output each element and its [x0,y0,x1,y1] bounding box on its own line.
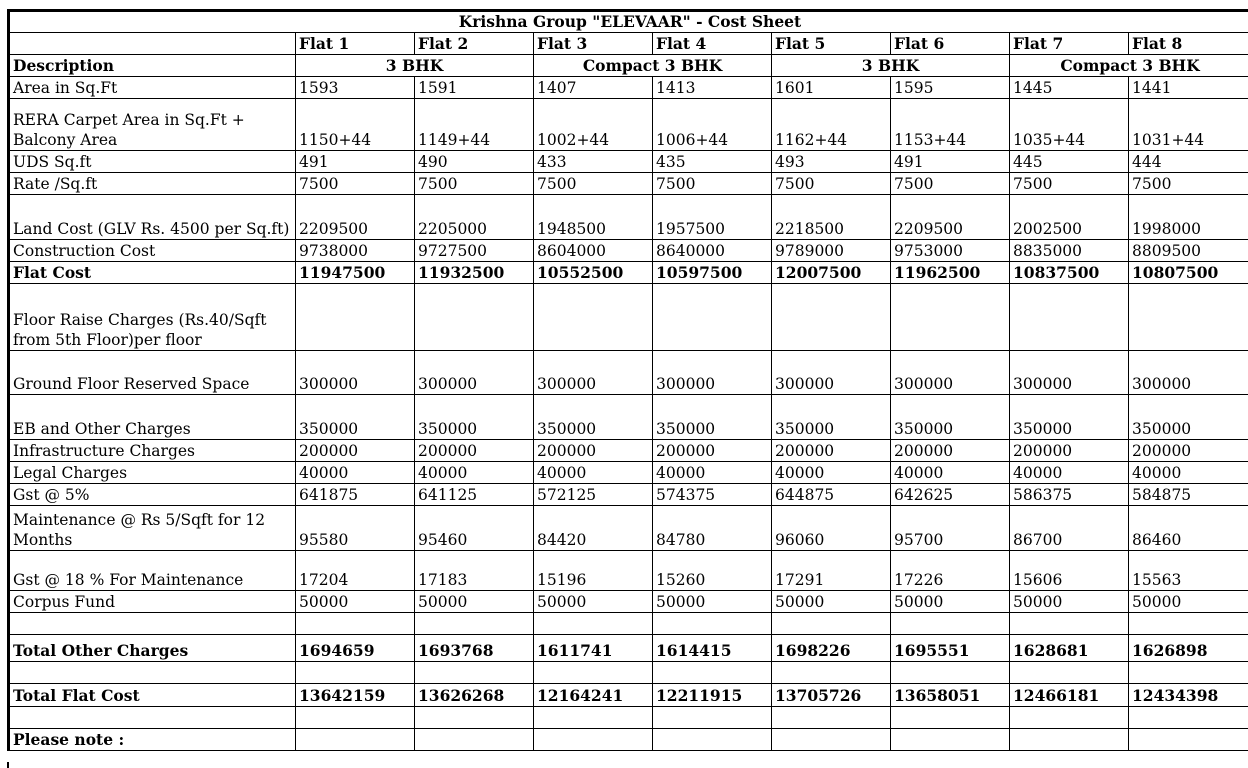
cell-value [653,707,772,729]
cell-value: 200000 [296,440,415,462]
cell-value [891,729,1010,751]
cell-value [296,613,415,635]
cell-value: 350000 [1129,395,1248,440]
cell-value: 50000 [415,591,534,613]
cell-value: 10837500 [1010,262,1129,284]
cell-value: 1593 [296,77,415,99]
cell-value: 200000 [1129,440,1248,462]
cell-value [296,707,415,729]
cell-value: 15606 [1010,551,1129,591]
cell-value: 7500 [296,173,415,195]
cell-value: 1162+44 [772,99,891,151]
cell-value [534,729,653,751]
flat-header: Flat 4 [653,33,772,55]
cell-value: 1698226 [772,635,891,662]
cell-value: 50000 [772,591,891,613]
cell-value: 86460 [1129,506,1248,551]
table-row [10,484,1248,506]
cell-value [1129,662,1248,684]
cell-value: 300000 [891,351,1010,395]
cell-value: 40000 [534,462,653,484]
sheet-title: Krishna Group "ELEVAAR" - Cost Sheet [10,12,1248,33]
row-label: Maintenance @ Rs 5/Sqft for 12 Months [10,506,296,551]
cell-value: 445 [1010,151,1129,173]
flat-type-header: 3 BHK [296,55,534,77]
cell-value: 350000 [772,395,891,440]
cell-value: 300000 [534,351,653,395]
cell-value [415,707,534,729]
cell-value: 12164241 [534,684,653,707]
cell-value: 40000 [1010,462,1129,484]
cell-value: 300000 [772,351,891,395]
table-row [10,395,1248,440]
cell-value: 2218500 [772,195,891,240]
cell-value [534,662,653,684]
cell-value: 2002500 [1010,195,1129,240]
cell-value: 1948500 [534,195,653,240]
cell-value: 10597500 [653,262,772,284]
cell-value: 50000 [891,591,1010,613]
cell-value: 350000 [296,395,415,440]
table-row [10,173,1248,195]
cell-value: 10552500 [534,262,653,284]
cell-value: 9789000 [772,240,891,262]
cell-value [534,284,653,351]
cell-value: 15563 [1129,551,1248,591]
cell-value: 2209500 [296,195,415,240]
cell-value: 50000 [296,591,415,613]
cell-value [415,662,534,684]
row-label: Land Cost (GLV Rs. 4500 per Sq.ft) [10,195,296,240]
cell-value: 491 [891,151,1010,173]
cell-value: 95460 [415,506,534,551]
cell-value: 435 [653,151,772,173]
cell-value: 350000 [534,395,653,440]
cell-value: 350000 [1010,395,1129,440]
table-row [10,262,1248,284]
cell-value: 7500 [1010,173,1129,195]
cell-value: 15260 [653,551,772,591]
table-row [10,99,1248,151]
flat-header: Flat 8 [1129,33,1248,55]
cell-value: 572125 [534,484,653,506]
cell-value: 1413 [653,77,772,99]
row-label: UDS Sq.ft [10,151,296,173]
row-label: Legal Charges [10,462,296,484]
cell-value: 641875 [296,484,415,506]
cell-value: 1006+44 [653,99,772,151]
cell-value [1010,662,1129,684]
cell-value: 1002+44 [534,99,653,151]
cell-value: 86700 [1010,506,1129,551]
cell-value [1129,729,1248,751]
table-row [10,707,1248,729]
cell-value: 50000 [653,591,772,613]
row-label: Flat Cost [10,262,296,284]
row-label: Rate /Sq.ft [10,173,296,195]
row-label: Gst @ 18 % For Maintenance [10,551,296,591]
cell-value [1010,729,1129,751]
table-row [10,77,1248,99]
cell-value: 9738000 [296,240,415,262]
row-label: Total Flat Cost [10,684,296,707]
cell-value: 11932500 [415,262,534,284]
cell-value [772,284,891,351]
row-label: Please note : [10,729,296,751]
cell-value [296,284,415,351]
cell-value: 13705726 [772,684,891,707]
table-row [10,662,1248,684]
cell-value: 641125 [415,484,534,506]
cell-value: 7500 [653,173,772,195]
cell-value [891,662,1010,684]
row-label [10,662,296,684]
cell-value: 1628681 [1010,635,1129,662]
row-label: Area in Sq.Ft [10,77,296,99]
row-label: EB and Other Charges [10,395,296,440]
table-row [10,284,1248,351]
flat-type-header: 3 BHK [772,55,1010,77]
cell-value: 12211915 [653,684,772,707]
cell-value: 200000 [415,440,534,462]
row-label: Floor Raise Charges (Rs.40/Sqft from 5th Floor)per floor [10,284,296,351]
cell-value [653,613,772,635]
cell-value [1010,613,1129,635]
flat-header: Flat 2 [415,33,534,55]
cell-value: 584875 [1129,484,1248,506]
cell-value: 2209500 [891,195,1010,240]
cell-value: 40000 [296,462,415,484]
flat-type-header: Compact 3 BHK [1010,55,1248,77]
cell-value: 1591 [415,77,534,99]
cell-value [1129,284,1248,351]
table-row [10,506,1248,551]
cell-value [772,707,891,729]
cell-value: 200000 [1010,440,1129,462]
description-header: Description [10,55,296,77]
cell-value: 586375 [1010,484,1129,506]
cell-value: 300000 [1010,351,1129,395]
cell-value: 490 [415,151,534,173]
cell-value: 300000 [653,351,772,395]
cell-value: 40000 [653,462,772,484]
cell-value [534,613,653,635]
cell-value: 17183 [415,551,534,591]
cell-value: 1694659 [296,635,415,662]
table-row [10,151,1248,173]
cell-value: 644875 [772,484,891,506]
cost-sheet [7,9,1248,751]
cell-value: 1150+44 [296,99,415,151]
flat-header: Flat 3 [534,33,653,55]
cell-value: 1031+44 [1129,99,1248,151]
cell-value: 7500 [534,173,653,195]
table-row [10,591,1248,613]
cell-value: 95700 [891,506,1010,551]
cell-value: 2205000 [415,195,534,240]
flat-type-header: Compact 3 BHK [534,55,772,77]
cell-value: 1595 [891,77,1010,99]
cell-value: 1998000 [1129,195,1248,240]
cell-value: 8640000 [653,240,772,262]
cell-value: 350000 [891,395,1010,440]
cell-value: 40000 [891,462,1010,484]
row-label: RERA Carpet Area in Sq.Ft + Balcony Area [10,99,296,151]
cell-value: 300000 [296,351,415,395]
cell-value [1010,284,1129,351]
cell-value: 84780 [653,506,772,551]
cell-value: 7500 [891,173,1010,195]
row-label: Ground Floor Reserved Space [10,351,296,395]
cell-value: 9727500 [415,240,534,262]
table-row [10,195,1248,240]
cell-value: 300000 [1129,351,1248,395]
flat-header: Flat 1 [296,33,415,55]
cell-value: 444 [1129,151,1248,173]
cell-value: 12007500 [772,262,891,284]
cell-value: 491 [296,151,415,173]
cell-value: 1957500 [653,195,772,240]
cell-value: 40000 [1129,462,1248,484]
cell-value: 1626898 [1129,635,1248,662]
cell-value [534,707,653,729]
cell-value: 50000 [1129,591,1248,613]
cell-value: 50000 [1010,591,1129,613]
cell-value [415,729,534,751]
cell-value: 13658051 [891,684,1010,707]
cell-value: 200000 [534,440,653,462]
cell-value [1129,707,1248,729]
cell-value: 1153+44 [891,99,1010,151]
cell-value: 493 [772,151,891,173]
cell-value: 1695551 [891,635,1010,662]
cell-value: 15196 [534,551,653,591]
cell-value: 433 [534,151,653,173]
cell-value: 8809500 [1129,240,1248,262]
cell-value: 95580 [296,506,415,551]
cell-value: 13626268 [415,684,534,707]
cell-value: 1445 [1010,77,1129,99]
table-row [10,729,1248,751]
table-row [10,351,1248,395]
cell-value [296,662,415,684]
cell-value [296,729,415,751]
cell-value: 10807500 [1129,262,1248,284]
row-label: Construction Cost [10,240,296,262]
cell-value [772,729,891,751]
cell-value: 1614415 [653,635,772,662]
cell-value: 1149+44 [415,99,534,151]
table-row [10,684,1248,707]
cell-value: 17204 [296,551,415,591]
cell-value: 12434398 [1129,684,1248,707]
cell-value: 17226 [891,551,1010,591]
cell-value: 7500 [415,173,534,195]
cell-value: 96060 [772,506,891,551]
cell-value [1129,613,1248,635]
cell-value: 40000 [772,462,891,484]
cell-value: 40000 [415,462,534,484]
row-label: Infrastructure Charges [10,440,296,462]
cell-value [772,662,891,684]
cell-value: 350000 [653,395,772,440]
cell-value: 84420 [534,506,653,551]
row-label: Corpus Fund [10,591,296,613]
header-blank [10,33,296,55]
table-row [10,613,1248,635]
table-row [10,551,1248,591]
table-row [10,635,1248,662]
cell-value [772,613,891,635]
cell-value: 642625 [891,484,1010,506]
table-row [10,440,1248,462]
sheet-continuation [7,762,1248,768]
cell-value: 1601 [772,77,891,99]
cell-value: 50000 [534,591,653,613]
row-label [10,613,296,635]
cell-value [653,662,772,684]
cell-value: 1693768 [415,635,534,662]
cell-value: 13642159 [296,684,415,707]
cell-value: 7500 [1129,173,1248,195]
cell-value: 7500 [772,173,891,195]
cell-value [653,284,772,351]
cell-value: 574375 [653,484,772,506]
cell-value [891,613,1010,635]
cell-value: 17291 [772,551,891,591]
row-label: Gst @ 5% [10,484,296,506]
row-label: Total Other Charges [10,635,296,662]
cell-value [1010,707,1129,729]
flat-header: Flat 7 [1010,33,1129,55]
table-row [10,240,1248,262]
cost-table [9,11,1248,751]
cell-value: 9753000 [891,240,1010,262]
cell-value [653,729,772,751]
cell-value: 11947500 [296,262,415,284]
cell-value: 8604000 [534,240,653,262]
cell-value: 1035+44 [1010,99,1129,151]
cell-value: 300000 [415,351,534,395]
cell-value: 12466181 [1010,684,1129,707]
cell-value: 1611741 [534,635,653,662]
cell-value [891,284,1010,351]
row-label [10,707,296,729]
table-row [10,462,1248,484]
cell-value: 8835000 [1010,240,1129,262]
flat-header: Flat 5 [772,33,891,55]
cell-value: 200000 [772,440,891,462]
cell-value: 200000 [891,440,1010,462]
cell-value [415,284,534,351]
cell-value: 1441 [1129,77,1248,99]
cell-value: 350000 [415,395,534,440]
flat-header: Flat 6 [891,33,1010,55]
cell-value: 200000 [653,440,772,462]
cell-value [415,613,534,635]
cell-value [891,707,1010,729]
cell-value: 11962500 [891,262,1010,284]
cell-value: 1407 [534,77,653,99]
